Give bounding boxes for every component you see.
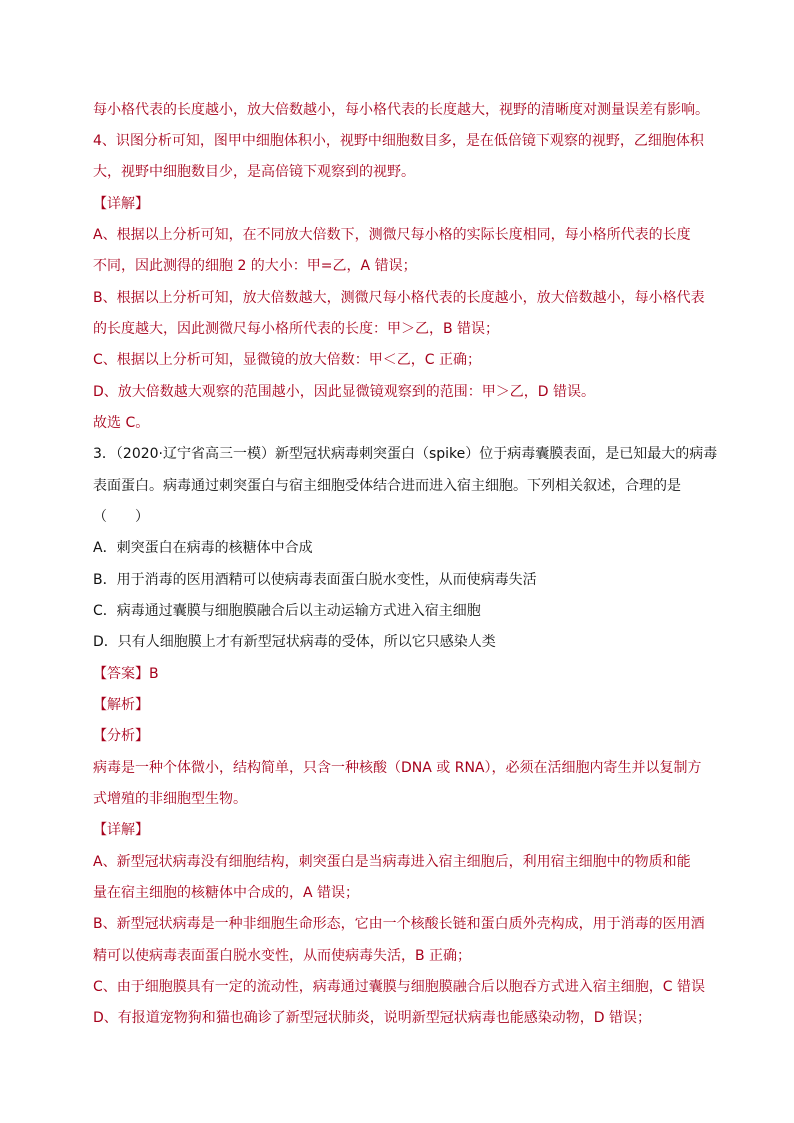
answer-line: 【答案】B bbox=[93, 666, 159, 682]
q3-detail-b-line-2: 精可以使病毒表面蛋白脱水变性，从而使病毒失活，B 正确； bbox=[93, 948, 472, 964]
prev-answer-line-3: 大，视野中细胞数目少，是高倍镜下观察到的视野。 bbox=[93, 164, 415, 180]
q3-detail-a-line-1: A、新型冠状病毒没有细胞结构，刺突蛋白是当病毒进入宿主细胞后，利用宿主细胞中的物质和能 bbox=[93, 854, 691, 870]
detail-heading: 【详解】 bbox=[93, 196, 149, 212]
detail-c-line: C、根据以上分析可知，显微镜的放大倍数：甲＜乙，C 正确； bbox=[93, 352, 481, 368]
fenxi-line-2: 式增殖的非细胞型生物。 bbox=[93, 791, 247, 807]
answer-blank: （ ） bbox=[93, 509, 149, 525]
conclusion: 故选 C。 bbox=[93, 415, 150, 431]
detail-b-line-2: 的长度越大，因此测微尺每小格所代表的长度：甲＞乙，B 错误； bbox=[93, 321, 500, 337]
fenxi-line-1: 病毒是一种个体微小，结构简单，只含一种核酸（DNA 或 RNA），必须在活细胞内寄生并以复制方 bbox=[93, 760, 702, 776]
question-stem-line-1: 3．（2020·辽宁省高三一模）新型冠状病毒刺突蛋白（spike）位于病毒囊膜表面，是已知最大的病毒 bbox=[93, 446, 718, 462]
option-b: B．用于消毒的医用酒精可以使病毒表面蛋白脱水变性，从而使病毒失活 bbox=[93, 572, 537, 588]
detail-b-line-1: B、根据以上分析可知，放大倍数越大，测微尺每小格代表的长度越小，放大倍数越小，每小格代表 bbox=[93, 290, 705, 306]
question-stem-line-2: 表面蛋白。病毒通过刺突蛋白与宿主细胞受体结合进而进入宿主细胞。下列相关叙述，合理的是 bbox=[93, 478, 681, 494]
q3-detail-c-line: C、由于细胞膜具有一定的流动性，病毒通过囊膜与细胞膜融合后以胞吞方式进入宿主细胞，C 错误 bbox=[93, 979, 705, 995]
fenxi-heading: 【分析】 bbox=[93, 728, 149, 744]
prev-answer-line-2: 4、识图分析可知，图甲中细胞体积小，视野中细胞数目多，是在低倍镜下观察的视野，乙细胞体积 bbox=[93, 133, 704, 149]
q3-detail-d-line: D、有报道宠物狗和猫也确诊了新型冠状肺炎，说明新型冠状病毒也能感染动物，D 错误； bbox=[93, 1010, 652, 1026]
q3-detail-heading: 【详解】 bbox=[93, 822, 149, 838]
detail-a-line-1: A、根据以上分析可知，在不同放大倍数下，测微尺每小格的实际长度相同，每小格所代表的长度 bbox=[93, 227, 691, 243]
option-c: C．病毒通过囊膜与细胞膜融合后以主动运输方式进入宿主细胞 bbox=[93, 603, 481, 619]
prev-answer-line-1: 每小格代表的长度越小，放大倍数越小，每小格代表的长度越大，视野的清晰度对测量误差有影响。 bbox=[93, 102, 709, 118]
detail-a-line-2: 不同，因此测得的细胞 2 的大小：甲=乙，A 错误； bbox=[93, 258, 417, 274]
analysis-heading: 【解析】 bbox=[93, 697, 149, 713]
detail-d-line: D、放大倍数越大观察的范围越小，因此显微镜观察到的范围：甲＞乙，D 错误。 bbox=[93, 384, 596, 400]
q3-detail-a-line-2: 量在宿主细胞的核糖体中合成的，A 错误； bbox=[93, 885, 360, 901]
option-d: D．只有人细胞膜上才有新型冠状病毒的受体，所以它只感染人类 bbox=[93, 634, 496, 650]
q3-detail-b-line-1: B、新型冠状病毒是一种非细胞生命形态，它由一个核酸长链和蛋白质外壳构成，用于消毒的医用酒 bbox=[93, 916, 705, 932]
option-a: A．刺突蛋白在病毒的核糖体中合成 bbox=[93, 540, 313, 556]
